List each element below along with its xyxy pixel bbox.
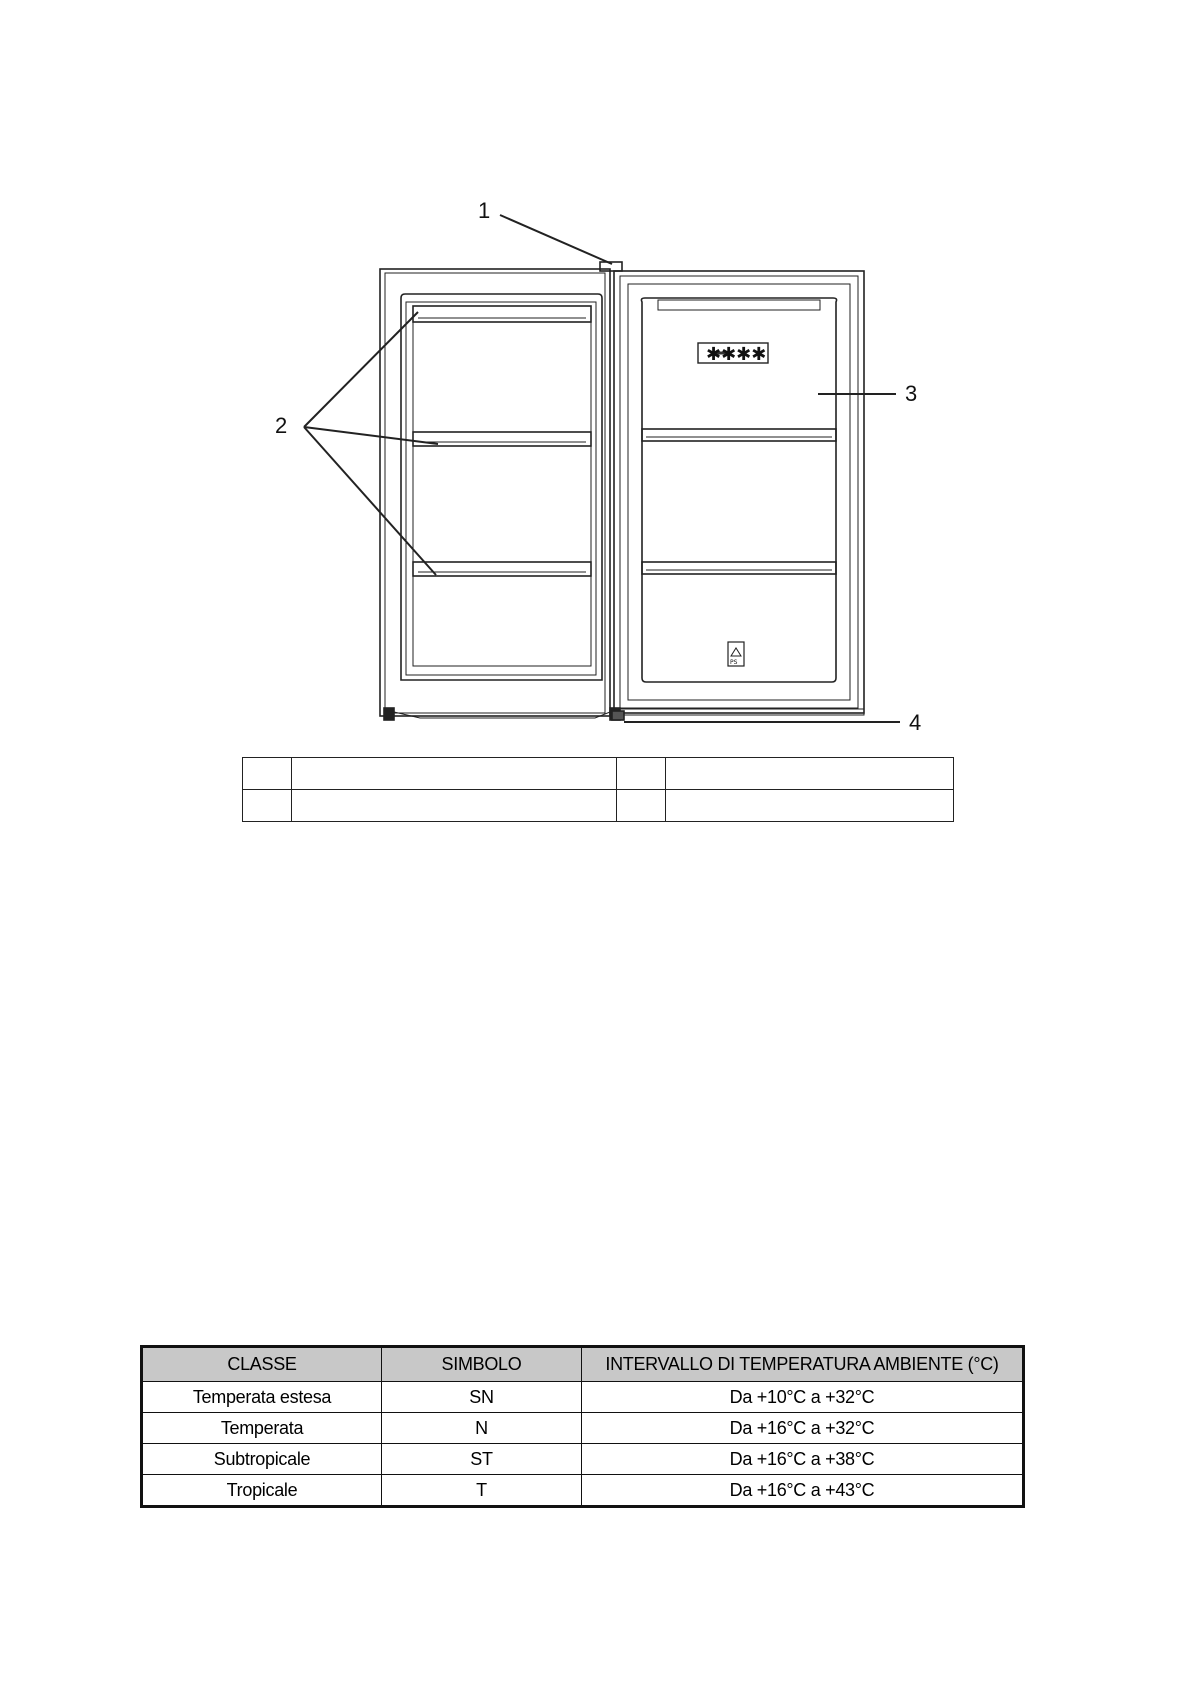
cell-simbolo: SN [382, 1382, 582, 1413]
legend-number [243, 790, 292, 822]
freezer-star-rating-icon [698, 343, 768, 365]
legend-number [617, 790, 666, 822]
legend-number [243, 758, 292, 790]
cell-classe: Temperata estesa [142, 1382, 382, 1413]
header-classe: CLASSE [142, 1347, 382, 1382]
legend-text [666, 790, 954, 822]
cell-simbolo: ST [382, 1444, 582, 1475]
freezer-diagram [0, 0, 1191, 760]
cell-classe: Tropicale [142, 1475, 382, 1507]
callout-2: 2 [275, 413, 288, 438]
cell-classe: Temperata [142, 1413, 382, 1444]
legend-text [292, 790, 617, 822]
cell-intervallo: Da +16°C a +43°C [582, 1475, 1024, 1507]
callout-3: 3 [905, 381, 918, 406]
cell-intervallo: Da +10°C a +32°C [582, 1382, 1024, 1413]
header-simbolo: SIMBOLO [382, 1347, 582, 1382]
callout-1: 1 [478, 198, 491, 223]
svg-text:PS: PS [730, 659, 738, 666]
door [614, 271, 864, 715]
climate-class-table [140, 1345, 1025, 1508]
cell-simbolo: T [382, 1475, 582, 1507]
legend-text [666, 758, 954, 790]
table-row [142, 1475, 1024, 1507]
callout-4: 4 [909, 710, 922, 735]
cell-intervallo: Da +16°C a +38°C [582, 1444, 1024, 1475]
cabinet-base [384, 708, 620, 720]
legend-number [617, 758, 666, 790]
legend-text [292, 758, 617, 790]
cell-classe: Subtropicale [142, 1444, 382, 1475]
legend-row [243, 790, 954, 822]
svg-text:✱✱✱✱: ✱✱✱✱ [706, 344, 767, 365]
header-intervallo: INTERVALLO DI TEMPERATURA AMBIENTE (°C) [582, 1347, 1024, 1382]
legend-row [243, 758, 954, 790]
cabinet-shelves [413, 306, 591, 666]
table-row [142, 1382, 1024, 1413]
cabinet-body [380, 269, 610, 716]
recycling-ps-icon [728, 642, 744, 666]
table-row [142, 1444, 1024, 1475]
table-header-row [142, 1347, 1024, 1382]
legend-table [242, 757, 954, 822]
bottom-hinge [612, 711, 624, 720]
table-row [142, 1413, 1024, 1444]
cell-simbolo: N [382, 1413, 582, 1444]
cell-intervallo: Da +16°C a +32°C [582, 1413, 1024, 1444]
